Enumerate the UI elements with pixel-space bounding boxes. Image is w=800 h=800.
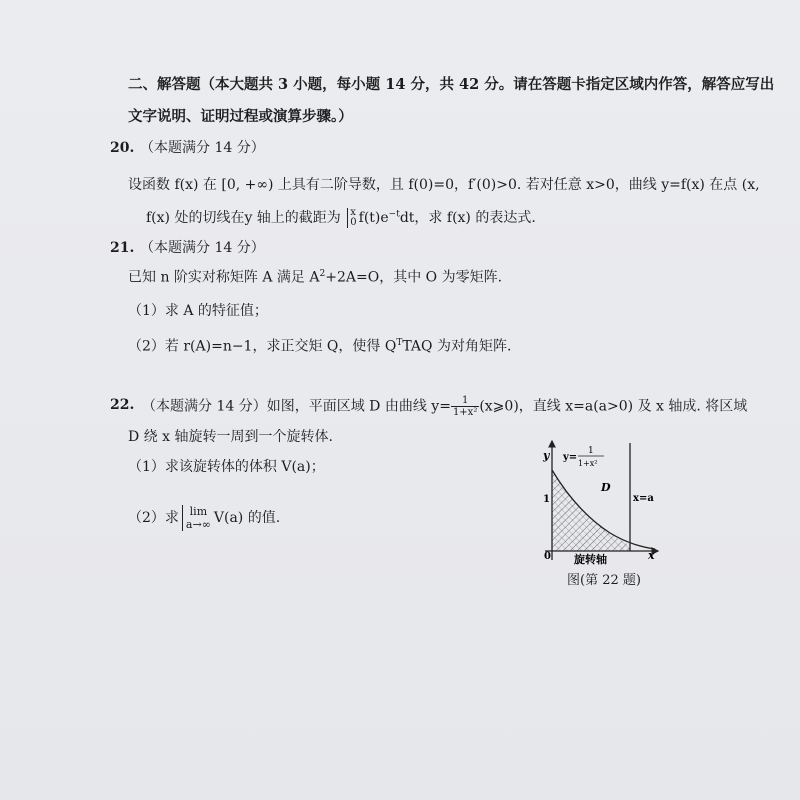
- tick-1-label: 1: [543, 494, 550, 505]
- lim-top: lim: [189, 505, 208, 518]
- q21-stem-sup: 2: [319, 269, 326, 279]
- q22-part1: （1）求该旋转体的体积 V(a)；: [128, 459, 325, 475]
- limit-expression: [182, 505, 211, 531]
- q22-fraction: [451, 395, 479, 418]
- rotation-axis-label: 旋转轴: [574, 553, 607, 565]
- region-label: D: [601, 481, 611, 494]
- section-heading-line1: 二、解答题（本大题共 3 小题，每小题 14 分，共 42 分。请在答题卡指定区域内作答，解答应写出: [128, 76, 775, 93]
- q20-line2-text: f(x) 处的切线在y 轴上的截距为: [146, 210, 341, 226]
- q21-part2-b: TAQ 为对角矩阵.: [402, 338, 512, 355]
- q21-part2: [128, 339, 511, 354]
- q21-stem: [128, 270, 502, 285]
- q22-stem-a: （本题满分 14 分）如图，平面区域 D 由曲线 y=: [142, 398, 451, 415]
- q21-number: 21.: [110, 240, 135, 256]
- q20-line2-end: dt，求 f(x) 的表达式.: [399, 210, 536, 226]
- q21-stem-b: +2A=O，其中 O 为零矩阵.: [325, 269, 503, 286]
- q21-part1: （1）求 A 的特征值；: [128, 303, 268, 319]
- q22-figure: [530, 435, 675, 565]
- integrand: f(t)e: [358, 210, 389, 226]
- q22-part2: [128, 505, 280, 531]
- integral-upper: x: [350, 207, 356, 218]
- q21-stem-a: 已知 n 阶实对称矩阵 A 满足 A: [128, 269, 320, 286]
- figure-caption: 图(第 22 题): [567, 573, 641, 588]
- line-label: x=a: [633, 493, 654, 504]
- integral-sign: [347, 208, 356, 228]
- shaded-region: [552, 470, 630, 551]
- integrand-exponent: −t: [388, 209, 400, 220]
- x-axis-label: x: [648, 549, 655, 562]
- q22-stem-line1: [142, 395, 747, 418]
- q22-frac-den: 1+x²: [452, 407, 478, 418]
- q22-number: 22.: [110, 397, 135, 413]
- curve-label-lhs: y=: [563, 452, 578, 463]
- y-axis-label: y: [543, 449, 550, 462]
- curve-label-num: 1: [588, 446, 594, 456]
- q20-number: 20.: [110, 140, 135, 156]
- q22-line2: D 绕 x 轴旋转一周到一个旋转体.: [128, 429, 333, 445]
- integral-lower: 0: [350, 217, 357, 228]
- origin-label: 0: [544, 551, 551, 562]
- q20-line1: 设函数 f(x) 在 [0, +∞) 上具有二阶导数，且 f(0)=0，f′(0)>0. 若对任意 x>0，曲线 y=f(x) 在点 (x,: [128, 177, 760, 193]
- q21-part2-sup: T: [396, 338, 403, 348]
- curve-label-den: 1+x²: [578, 459, 598, 468]
- q22-part2-b: V(a) 的值.: [213, 510, 281, 527]
- section-heading-line2: 文字说明、证明过程或演算步骤。）: [128, 108, 353, 125]
- q20-line2: [146, 208, 536, 228]
- q22-frac-num: 1: [451, 395, 479, 407]
- q22-stem-b: (x⩾0)，直线 x=a(a>0) 及 x 轴成. 将区域: [479, 398, 748, 415]
- lim-bottom: a→∞: [185, 518, 211, 532]
- q21-points: （本题满分 14 分）: [140, 240, 265, 256]
- q21-part2-a: （2）若 r(A)=n−1，求正交矩 Q，使得 Q: [128, 338, 397, 355]
- q22-part2-a: （2）求: [128, 510, 179, 527]
- q20-points: （本题满分 14 分）: [140, 140, 265, 156]
